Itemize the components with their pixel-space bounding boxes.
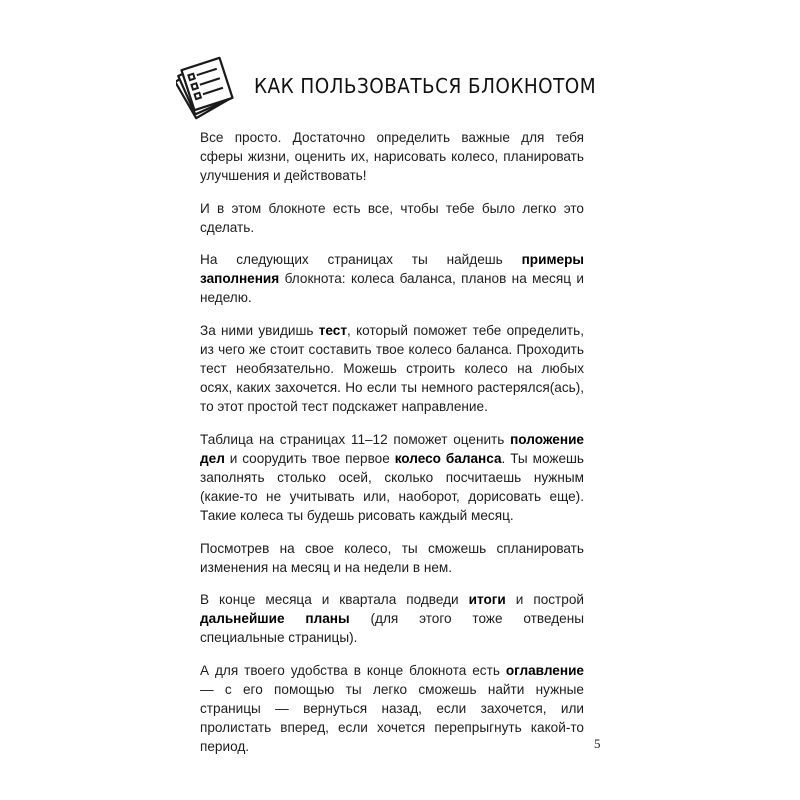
bold-term: итоги [468, 592, 506, 608]
paragraph [200, 590, 584, 648]
text-run: и соорудить твое первое [224, 450, 395, 466]
text-run: Все просто. Достаточно определить важные для тебя сферы жизни, оценить их, нарисовать колесо, планировать улучшения и действовать! [200, 130, 584, 184]
text-run: За ними увидишь [200, 322, 319, 338]
text-run: В конце месяца и квартала подведи [200, 592, 469, 608]
text-run: , который поможет тебе определить, из чего же стоит составить твое колесо баланса. Проходить тест необязательно. Можешь строить колесо на любых осях, каких захочется. Но если ты немного растерялся(ась), то этот простой тест подскажет направление. [200, 322, 584, 415]
text-run: И в этом блокноте есть все, чтобы тебе было легко это сделать. [200, 200, 584, 235]
bold-term: примеры заполнения [200, 252, 584, 287]
text-run: Посмотрев на свое колесо, ты сможешь спланировать изменения на месяц и на недели в нем. [200, 540, 584, 575]
text-run: А для твоего удобства в конце блокнота есть [200, 662, 506, 678]
text-run: (для этого тоже отведены специальные страницы). [200, 611, 584, 646]
page-header [176, 50, 616, 130]
paragraph [200, 430, 584, 526]
text-run: — с его помощью ты легко сможешь найти нужные страницы — вернуться назад, если захочется, или пролистать вперед, если хочется перепрыгнуть какой-то период. [200, 681, 584, 755]
bold-term: оглавление [505, 662, 584, 678]
paragraph [200, 199, 584, 237]
page-title: КАК ПОЛЬЗОВАТЬСЯ БЛОКНОТОМ [254, 74, 597, 98]
page-number: 5 [594, 736, 601, 751]
text-run: . Ты можешь заполнять столько осей, сколько посчитаешь нужным (какие-то не учитывать или, наоборот, дорисовать еще). Такие колеса ты будешь рисовать каждый месяц. [200, 450, 584, 524]
paragraph [200, 321, 584, 417]
text-run: и построй [505, 592, 584, 608]
text-run: блокнота: колеса баланса, планов на месяц и неделю. [200, 271, 584, 306]
notebook-checklist-icon [176, 50, 240, 122]
bold-term: тест [318, 322, 348, 338]
bold-term: дальнейшие планы [200, 611, 350, 627]
paragraph [200, 539, 584, 577]
paragraph [200, 250, 584, 308]
paragraph [200, 661, 584, 757]
bold-term: колесо баланса [394, 450, 502, 466]
text-run: На следующих страницах ты найдешь [200, 252, 522, 268]
text-run: Таблица на страницах 11–12 поможет оценить [200, 431, 511, 447]
paragraph [200, 128, 584, 186]
bold-term: положение дел [200, 431, 584, 466]
body-text [200, 128, 584, 770]
